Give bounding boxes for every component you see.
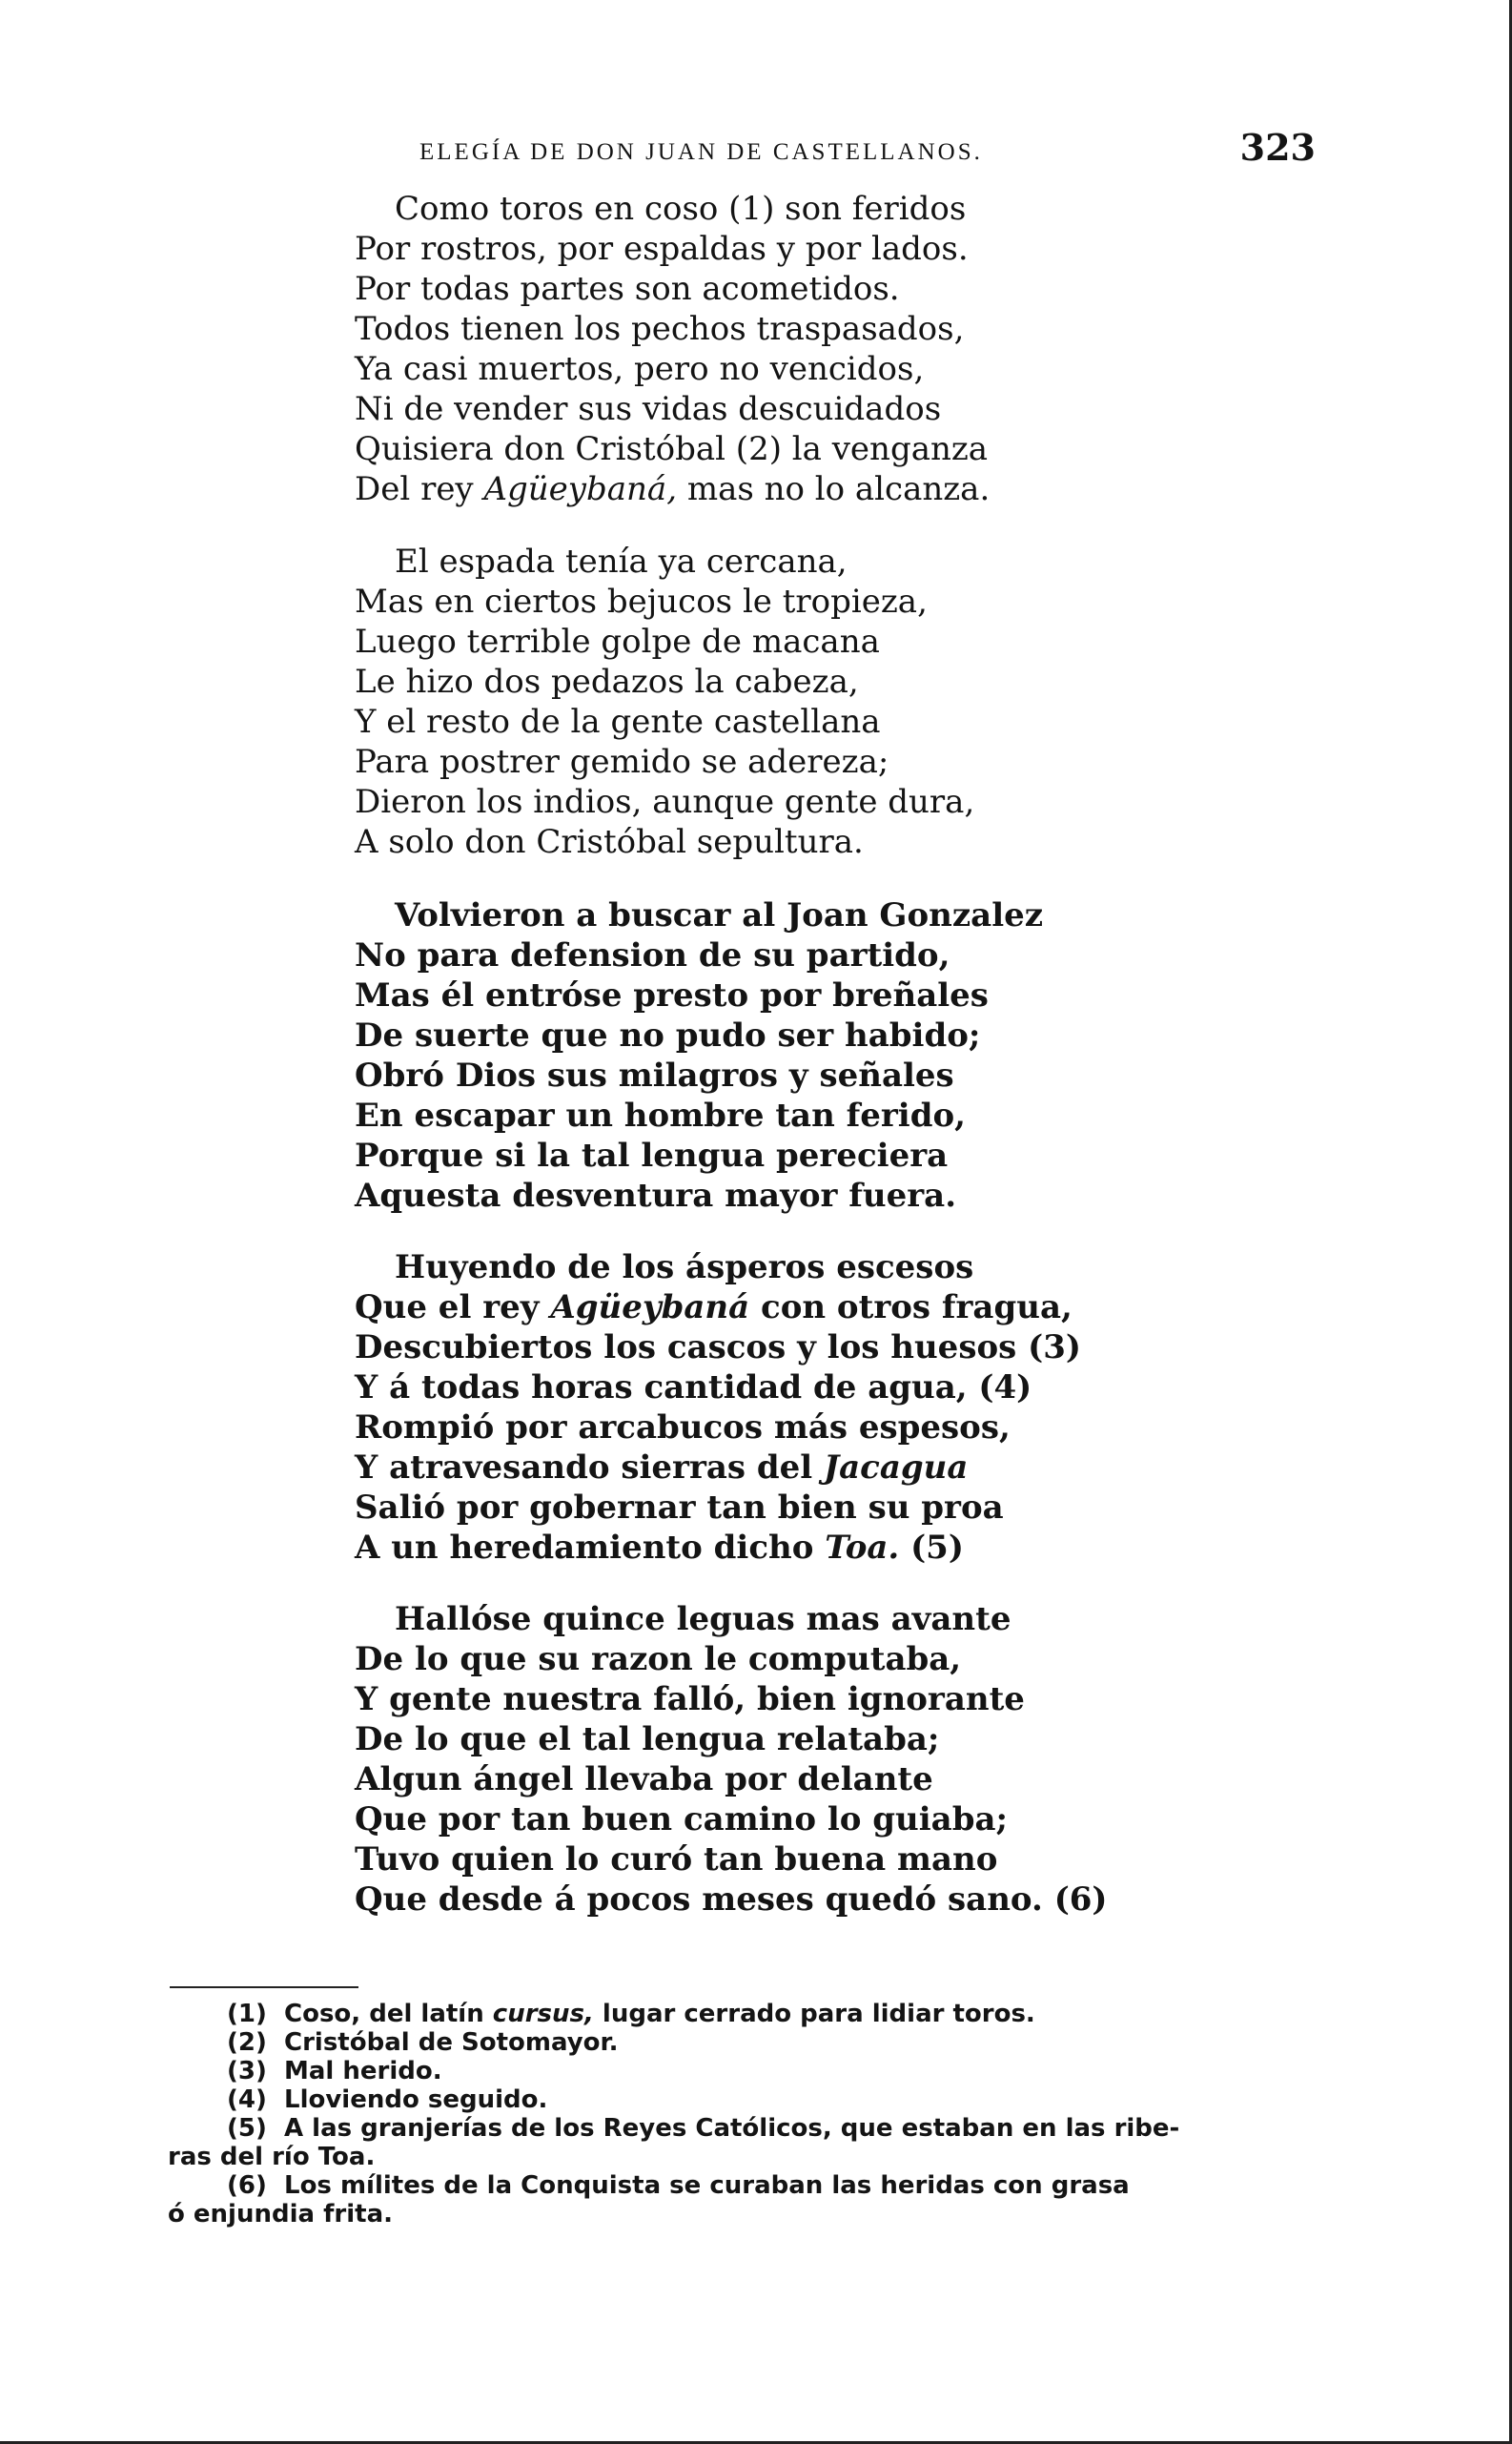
verse-line: Para postrer gemido se adereza;: [355, 743, 889, 781]
verse-line: Todos tienen los pechos traspasados,: [355, 310, 965, 348]
verse-line: Quisiera don Cristóbal (2) la venganza: [355, 430, 989, 468]
verse-line: Y atravesando sierras del Jacagua: [355, 1448, 969, 1487]
verse-line: Ni de vender sus vidas descuidados: [355, 390, 942, 428]
verse-line: Dieron los indios, aunque gente dura,: [355, 783, 975, 821]
verse-line: El espada tenía ya cercana,: [395, 543, 848, 581]
footnote-number: (3): [227, 2057, 267, 2085]
footnote: (5) A las granjerías de los Reyes Católicos, que estaban en las ribe- ras del río Toa.: [168, 2114, 1350, 2171]
verse-line: A un heredamiento dicho Toa. (5): [355, 1529, 964, 1567]
verse-line: Del rey Agüeybaná, mas no lo alcanza.: [355, 470, 991, 508]
verse-line: Tuvo quien lo curó tan buena mano: [355, 1840, 998, 1879]
footnote-number: (5): [227, 2114, 267, 2143]
verse-line: Obró Dios sus milagros y señales: [355, 1057, 954, 1095]
footnote-number: (6): [227, 2171, 267, 2200]
stanza: [355, 1247, 1136, 1568]
verse-line: Rompió por arcabucos más espesos,: [355, 1408, 1011, 1447]
verse-line: Que por tan buen camino lo guiaba;: [355, 1800, 1009, 1838]
verse-line: Descubiertos los cascos y los huesos (3): [355, 1328, 1081, 1366]
verse-line: Y el resto de la gente castellana: [355, 703, 881, 741]
stanza: [355, 189, 1136, 509]
verse-line: A solo don Cristóbal sepultura.: [355, 823, 864, 861]
stanza: [355, 542, 1136, 862]
verse-line: Que desde á pocos meses quedó sano. (6): [355, 1880, 1108, 1919]
verse-line: Algun ángel llevaba por delante: [355, 1760, 933, 1798]
page-header: [419, 126, 1316, 174]
verse-line: Mas él entróse presto por breñales: [355, 976, 989, 1015]
verse-line: No para defension de su partido,: [355, 936, 950, 975]
footnote-number: (2): [227, 2028, 267, 2057]
footnote-continuation: ó enjundia frita.: [168, 2200, 394, 2228]
verse-line: De lo que su razon le computaba,: [355, 1640, 962, 1678]
footnote: (1) Coso, del latín cursus, lugar cerrado para lidiar toros.: [168, 2000, 1350, 2028]
verse-line: Ya casi muertos, pero no vencidos,: [355, 350, 925, 388]
footnote-number: (1): [227, 2000, 267, 2028]
footnote: (3) Mal herido.: [168, 2057, 1350, 2085]
verse-line: En escapar un hombre tan ferido,: [355, 1097, 967, 1135]
verse-line: Huyendo de los ásperos escesos: [395, 1248, 974, 1286]
footnotes: [168, 2000, 1350, 2228]
verse-line: Y á todas horas cantidad de agua, (4): [355, 1368, 1032, 1407]
running-title: ELEGÍA DE DON JUAN DE CASTELLANOS.: [419, 139, 983, 165]
verse-line: Que el rey Agüeybaná con otros fragua,: [355, 1288, 1073, 1326]
stanza: [355, 895, 1136, 1216]
verse-line: Mas en ciertos bejucos le tropieza,: [355, 583, 928, 621]
footnote: (4) Lloviendo seguido.: [168, 2085, 1350, 2114]
verse-line: Hallóse quince leguas mas avante: [395, 1600, 1011, 1638]
stanza: [355, 1599, 1136, 1920]
footnote-continuation: ras del río Toa.: [168, 2143, 376, 2171]
verse-line: Por todas partes son acometidos.: [355, 270, 900, 308]
verse-line: Y gente nuestra falló, bien ignorante: [355, 1680, 1025, 1718]
footnote-rule: [170, 1986, 358, 1988]
footnote-number: (4): [227, 2085, 267, 2114]
verse-line: Luego terrible golpe de macana: [355, 623, 880, 661]
page-number: 323: [1239, 126, 1316, 169]
footnote: (2) Cristóbal de Sotomayor.: [168, 2028, 1350, 2057]
verse-line: De suerte que no pudo ser habido;: [355, 1017, 981, 1055]
verse-line: Como toros en coso (1) son feridos: [395, 190, 967, 228]
verse-line: De lo que el tal lengua relataba;: [355, 1720, 940, 1758]
verse-line: Porque si la tal lengua pereciera: [355, 1137, 949, 1175]
footnote: (6) Los mílites de la Conquista se curaban las heridas con grasa ó enjundia frita.: [168, 2171, 1350, 2228]
verse-line: Volvieron a buscar al Joan Gonzalez: [395, 896, 1044, 934]
verse-line: Aquesta desventura mayor fuera.: [355, 1177, 957, 1215]
verse-line: Por rostros, por espaldas y por lados.: [355, 230, 969, 268]
verse-line: Salió por gobernar tan bien su proa: [355, 1489, 1004, 1527]
verse-line: Le hizo dos pedazos la cabeza,: [355, 663, 859, 701]
